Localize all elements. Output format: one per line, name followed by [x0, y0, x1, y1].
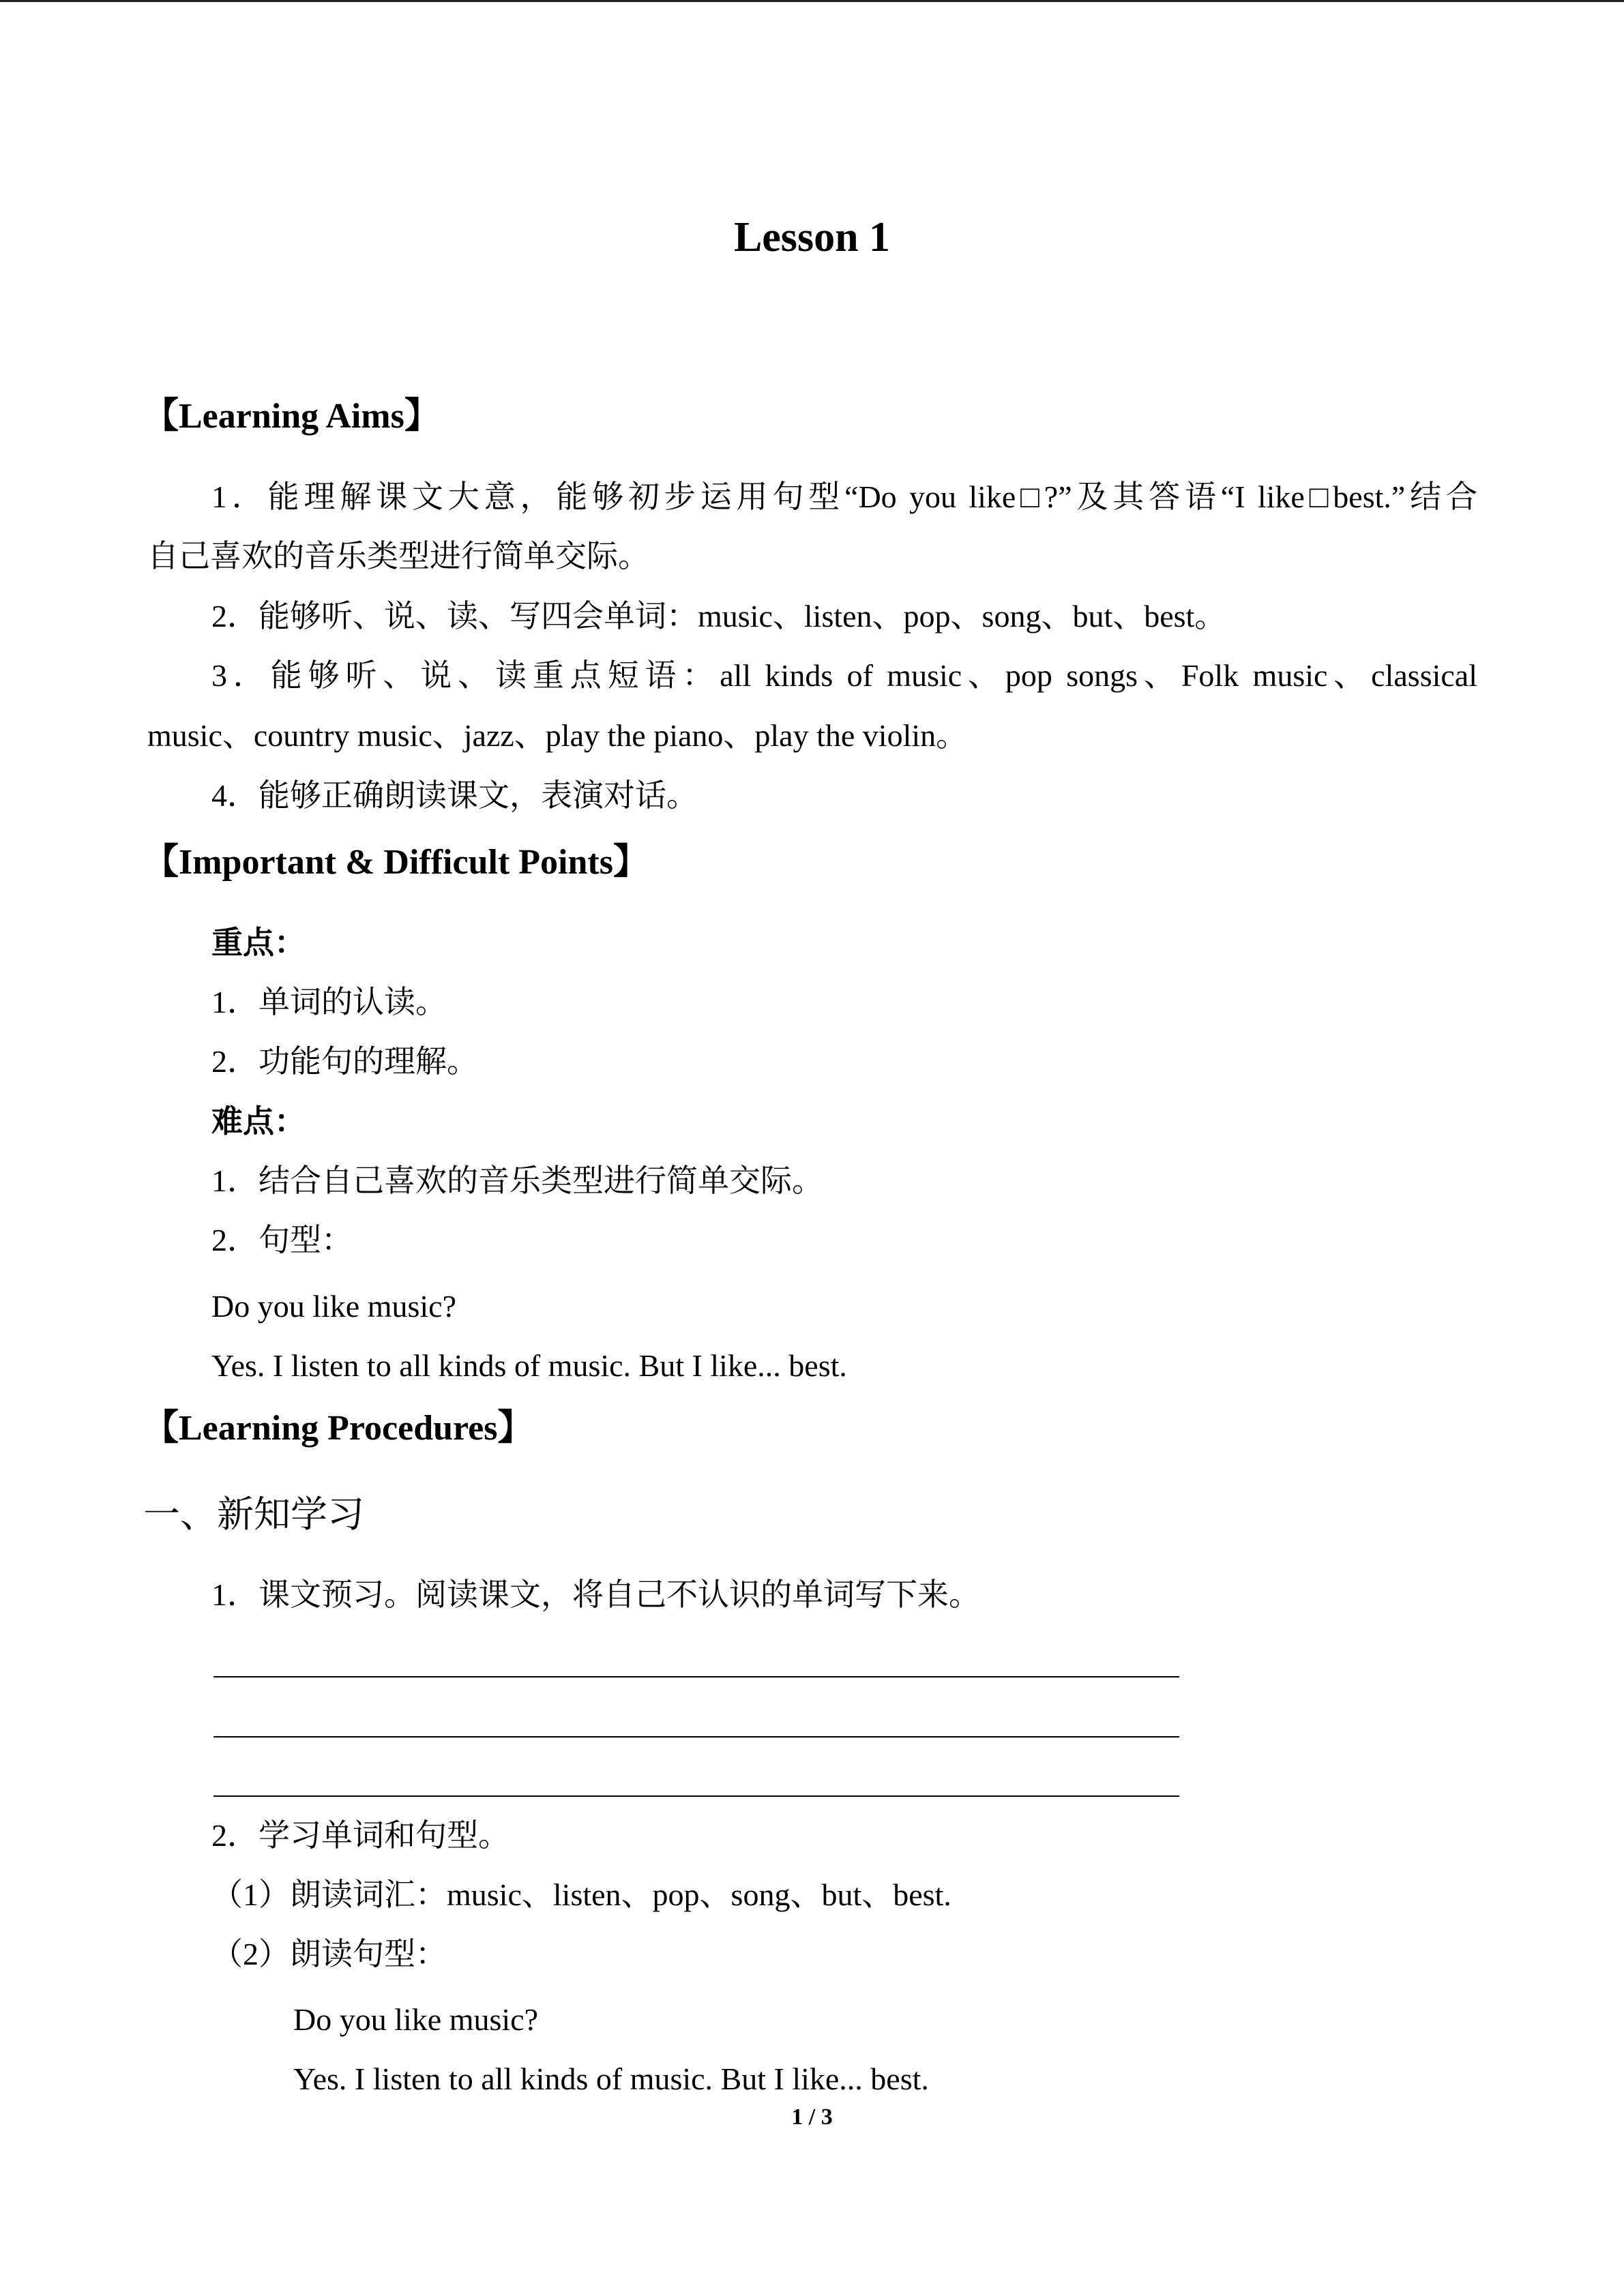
aim-2: 2．能够听、说、读、写四会单词：music、listen、pop、song、but、best。 — [211, 599, 1226, 633]
difficult-point-1: 1．结合自己喜欢的音乐类型进行简单交际。 — [211, 1163, 823, 1198]
points-heading: 【Important & Difficult Points】 — [143, 843, 649, 882]
aim-1-line-1: 1．能理解课文大意，能够初步运用句型“Do you like□?”及其答语“I like□best.”结合 — [211, 479, 1477, 514]
aim-3-line-2: music、country music、jazz、play the piano、play the violin。 — [147, 718, 968, 753]
points-sentence-1: Do you like music? — [211, 1289, 456, 1324]
key-point-2: 2．功能句的理解。 — [211, 1044, 478, 1079]
points-sentence-2: Yes. I listen to all kinds of music. But I like... best. — [211, 1348, 847, 1383]
procedure-sentence-1: Do you like music? — [293, 2002, 538, 2037]
procedure-step-2: 2．学习单词和句型。 — [211, 1818, 510, 1853]
aim-4: 4．能够正确朗读课文，表演对话。 — [211, 778, 698, 813]
answer-blank-line-1[interactable] — [213, 1676, 1179, 1678]
answer-blank-line-3[interactable] — [213, 1795, 1179, 1797]
part-1-title: 一、新知学习 — [143, 1494, 364, 1535]
learning-aims-heading: 【Learning Aims】 — [143, 397, 440, 436]
key-points-label: 重点： — [211, 925, 306, 960]
page-number: 1 / 3 — [791, 2104, 833, 2130]
procedure-step-1: 1．课文预习。阅读课文，将自己不认识的单词写下来。 — [211, 1577, 980, 1612]
procedures-heading: 【Learning Procedures】 — [143, 1409, 533, 1448]
aim-3-line-1: 3．能够听、说、读重点短语：all kinds of music、pop songs、Folk music、classical — [211, 658, 1477, 693]
aim-1-line-2: 自己喜欢的音乐类型进行简单交际。 — [147, 539, 649, 573]
page-title: Lesson 1 — [733, 214, 891, 260]
procedure-step-2-sub-2: （2）朗读句型： — [211, 1937, 447, 1971]
procedure-step-2-sub-1: （1）朗读词汇：music、listen、pop、song、but、best. — [211, 1877, 951, 1912]
answer-blank-line-2[interactable] — [213, 1736, 1179, 1738]
difficult-point-2: 2．句型： — [211, 1223, 353, 1257]
difficult-points-label: 难点： — [211, 1104, 306, 1139]
key-point-1: 1．单词的认读。 — [211, 985, 447, 1019]
procedure-sentence-2: Yes. I listen to all kinds of music. But I like... best. — [293, 2061, 929, 2096]
